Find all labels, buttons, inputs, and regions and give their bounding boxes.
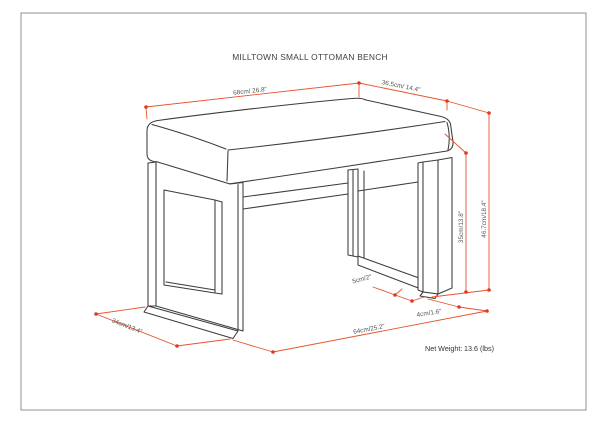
dim-label-top-length: 68cm/ 26.8" — [232, 86, 268, 97]
right-frame-front-post-front — [423, 160, 438, 294]
dim-line-runner-thickness — [459, 307, 487, 311]
page-title: MILLTOWN SMALL OTTOMAN BENCH — [232, 52, 388, 62]
dim-label-base-depth: 34cm/13.4" — [110, 317, 144, 336]
dim-ext-runner-b — [412, 297, 424, 301]
net-weight-label: Net Weight: — [425, 344, 463, 353]
front-apron-top-edge — [243, 183, 348, 197]
right-frame-front-post-left-sliver — [418, 162, 423, 292]
dim-ext-base-length — [233, 340, 273, 352]
dim-label-overall-height: 46.7cm/18.4" — [481, 200, 488, 238]
right-leg-frame — [358, 158, 452, 299]
back-apron-through-window — [358, 182, 418, 191]
dim-label-runner-height: 5cm/2" — [351, 273, 373, 286]
page-border — [21, 13, 586, 410]
net-weight-value: 13.6 (lbs) — [464, 344, 494, 353]
dim-label-base-length: 64cm/25.2" — [352, 323, 386, 336]
bench-cushion — [147, 98, 453, 184]
left-leg-frame — [144, 162, 243, 339]
dim-label-underseat-height: 35cm/13.8" — [458, 210, 465, 244]
dim-ext-top-length-left — [146, 107, 147, 119]
dim-ext-base-depth-back — [96, 307, 145, 314]
dim-line-runner-height — [373, 287, 412, 301]
left-frame-front-face — [156, 162, 243, 332]
net-weight — [425, 344, 494, 353]
right-leg-frame-back — [348, 169, 364, 258]
apron-rails — [243, 182, 418, 209]
right-frame-bottom-rail — [358, 256, 421, 289]
bench-drawing — [144, 98, 453, 338]
dimension-overall-height — [481, 113, 489, 290]
dim-label-runner-thickness: 4cm/1.6" — [416, 308, 442, 319]
dim-label-top-depth: 36.5cm/ 14.4" — [380, 79, 421, 94]
right-frame-front-post-side — [438, 158, 452, 295]
dim-ext-base-depth-front — [177, 339, 230, 346]
cushion-outline — [147, 98, 453, 184]
front-apron-bottom-edge — [243, 194, 348, 209]
dim-ext-to-height-line — [447, 101, 489, 113]
dim-ext-thickness — [428, 299, 459, 307]
dimension-runner-thickness — [416, 299, 487, 319]
left-frame-left-sliver — [148, 162, 156, 306]
